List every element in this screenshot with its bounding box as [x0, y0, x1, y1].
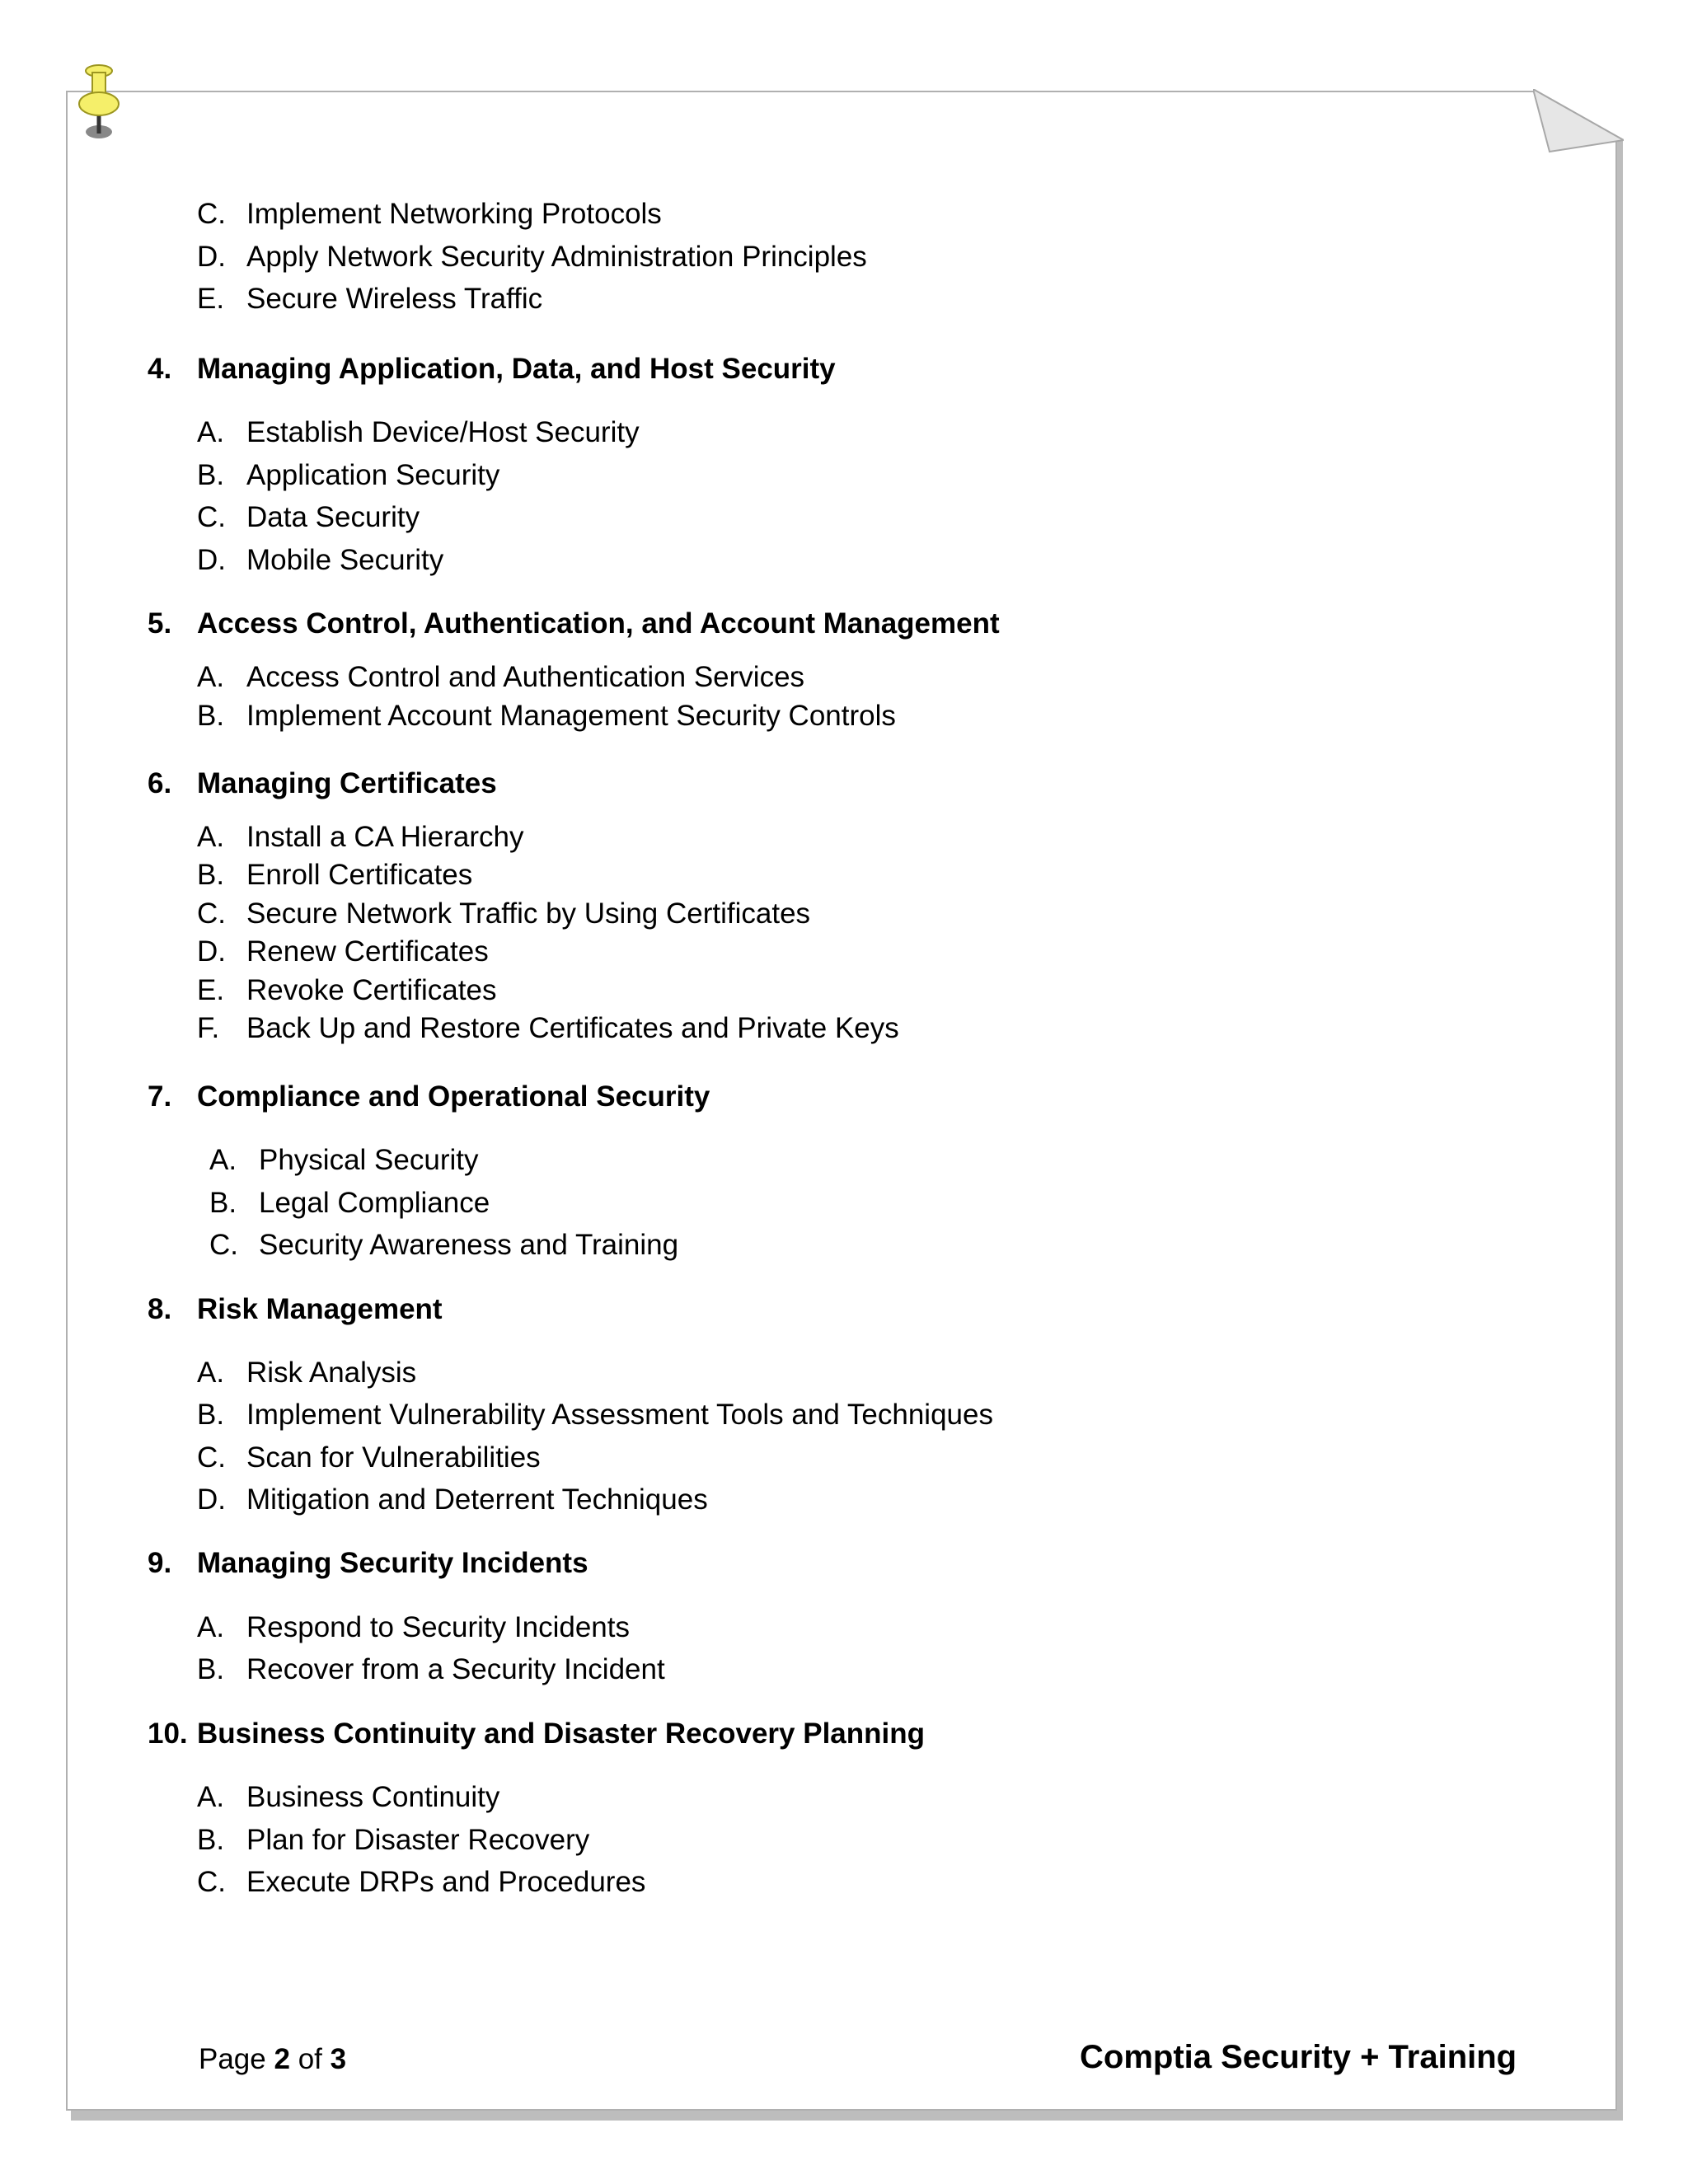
item-letter: B. — [209, 1187, 237, 1219]
item-letter: A. — [197, 416, 225, 448]
item-text: Risk Analysis — [246, 1357, 417, 1389]
item-text: Data Security — [246, 501, 420, 533]
item-letter: B. — [197, 1653, 225, 1685]
item-letter: B. — [197, 700, 225, 732]
page-number — [199, 2043, 346, 2076]
item-text: Respond to Security Incidents — [246, 1611, 630, 1643]
item-text: Access Control and Authentication Services — [246, 661, 805, 693]
item-letter: B. — [197, 859, 225, 891]
item-letter: C. — [197, 1866, 226, 1898]
item-letter: E. — [197, 283, 225, 315]
item-text: Implement Account Management Security Controls — [246, 700, 896, 732]
item-text: Apply Network Security Administration Principles — [246, 241, 867, 273]
item-text: Establish Device/Host Security — [246, 416, 640, 448]
item-text: Legal Compliance — [259, 1187, 490, 1219]
item-text: Back Up and Restore Certificates and Private Keys — [246, 1012, 899, 1044]
section-title: Compliance and Operational Security — [197, 1080, 710, 1113]
item-letter: F. — [197, 1012, 220, 1044]
item-letter: D. — [197, 544, 226, 576]
section-number: 9. — [148, 1547, 172, 1579]
item-text: Secure Network Traffic by Using Certificates — [246, 898, 811, 930]
section-title: Business Continuity and Disaster Recovery Planning — [197, 1718, 925, 1750]
section-title: Access Control, Authentication, and Account Management — [197, 607, 1000, 640]
item-letter: C. — [197, 198, 226, 230]
item-letter: A. — [197, 821, 225, 853]
item-letter: B. — [197, 1824, 225, 1856]
item-text: Enroll Certificates — [246, 859, 473, 891]
item-letter: A. — [197, 661, 225, 693]
item-text: Recover from a Security Incident — [246, 1653, 665, 1685]
item-text: Mitigation and Deterrent Techniques — [246, 1483, 708, 1516]
item-letter: A. — [209, 1144, 237, 1176]
item-text: Renew Certificates — [246, 935, 489, 968]
item-text: Scan for Vulnerabilities — [246, 1441, 541, 1474]
item-text: Implement Networking Protocols — [246, 198, 662, 230]
item-letter: B. — [197, 1399, 225, 1431]
section-number: 7. — [148, 1080, 172, 1113]
item-letter: D. — [197, 1483, 226, 1516]
item-text: Physical Security — [259, 1144, 479, 1176]
section-number: 4. — [148, 353, 172, 385]
section-title: Managing Certificates — [197, 767, 497, 799]
item-text: Implement Vulnerability Assessment Tools and Techniques — [246, 1399, 993, 1431]
item-letter: C. — [197, 501, 226, 533]
item-text: Plan for Disaster Recovery — [246, 1824, 590, 1856]
page-of: of — [298, 2043, 322, 2075]
page-total: 3 — [330, 2043, 347, 2075]
item-text: Install a CA Hierarchy — [246, 821, 524, 853]
section-number: 6. — [148, 767, 172, 799]
item-text: Application Security — [246, 459, 500, 491]
item-text: Mobile Security — [246, 544, 444, 576]
section-number: 10. — [148, 1718, 188, 1750]
section-title: Managing Security Incidents — [197, 1547, 588, 1579]
item-text: Security Awareness and Training — [259, 1229, 679, 1261]
item-letter: C. — [197, 1441, 226, 1474]
page-prefix: Page — [199, 2043, 266, 2075]
footer-title: Comptia Security + Training — [1080, 2039, 1517, 2075]
item-letter: C. — [197, 898, 226, 930]
item-letter: D. — [197, 241, 226, 273]
section-title: Managing Application, Data, and Host Security — [197, 353, 836, 385]
pushpin-icon — [76, 64, 122, 143]
page-fold-icon — [1533, 89, 1624, 155]
item-letter: A. — [197, 1611, 225, 1643]
item-letter: E. — [197, 974, 225, 1006]
section-number: 8. — [148, 1293, 172, 1325]
item-letter: A. — [197, 1357, 225, 1389]
item-letter: D. — [197, 935, 226, 968]
section-title: Risk Management — [197, 1293, 443, 1325]
item-text: Revoke Certificates — [246, 974, 497, 1006]
item-text: Secure Wireless Traffic — [246, 283, 543, 315]
item-letter: A. — [197, 1781, 225, 1813]
page-current: 2 — [274, 2043, 290, 2075]
item-letter: C. — [209, 1229, 238, 1261]
item-text: Business Continuity — [246, 1781, 500, 1813]
item-letter: B. — [197, 459, 225, 491]
section-number: 5. — [148, 607, 172, 640]
item-text: Execute DRPs and Procedures — [246, 1866, 646, 1898]
